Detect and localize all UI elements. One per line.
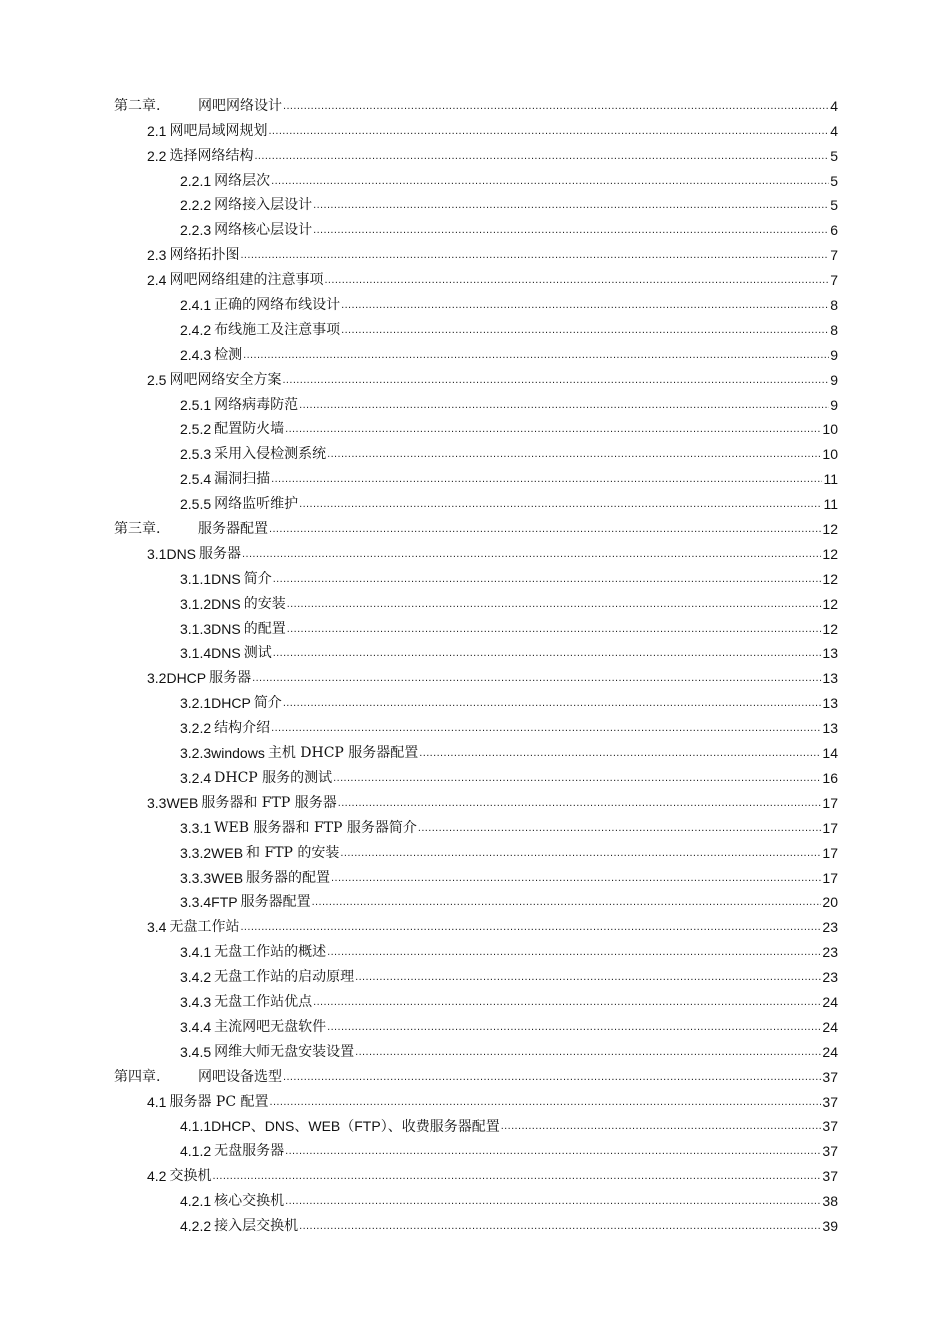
toc-entry-page: 9 <box>830 371 838 388</box>
toc-entry-title: 配置防火墙 <box>214 421 285 438</box>
toc-dot-leader <box>313 196 829 214</box>
toc-entry-page: 12 <box>822 570 838 587</box>
toc-dot-leader <box>327 943 821 961</box>
toc-dot-leader <box>240 246 829 264</box>
toc-entry-title: 简介 <box>253 695 282 712</box>
toc-entry-number: 3.2.1DHCP <box>180 695 251 712</box>
toc-entry-page: 5 <box>830 147 838 164</box>
toc-entry-number: 3.3.4FTP <box>180 894 238 911</box>
toc-entry-title: 网吧网络组建的注意事项 <box>169 272 324 289</box>
toc-entry-page: 17 <box>822 819 838 836</box>
toc-entry[interactable] <box>114 787 838 812</box>
toc-entry-number: 第四章. <box>114 1068 161 1085</box>
toc-entry-title: 网吧网络设计 <box>198 97 282 114</box>
toc-entry-number: 第三章. <box>114 521 161 538</box>
toc-entry-title: 核心交换机 <box>214 1193 285 1210</box>
toc-entry[interactable] <box>114 90 838 115</box>
toc-entry[interactable] <box>114 588 838 613</box>
toc-entry-page: 37 <box>822 1093 838 1110</box>
toc-dot-leader <box>252 669 821 687</box>
toc-entry-page: 37 <box>822 1118 838 1135</box>
toc-dot-leader <box>254 147 829 165</box>
toc-entry-title: 网络拓扑图 <box>169 247 240 264</box>
toc-dot-leader <box>340 844 821 862</box>
toc-entry-number: 3.3WEB <box>147 794 199 811</box>
toc-entry[interactable] <box>114 414 838 439</box>
toc-entry[interactable] <box>114 364 838 389</box>
toc-entry-number: 2.4 <box>147 272 167 289</box>
toc-dot-leader <box>299 396 829 414</box>
toc-dot-leader <box>501 1117 822 1135</box>
toc-entry-page: 12 <box>822 620 838 637</box>
toc-entry-page: 20 <box>822 894 838 911</box>
toc-entry[interactable] <box>114 812 838 837</box>
toc-entry[interactable] <box>114 563 838 588</box>
toc-entry-page: 10 <box>822 446 838 463</box>
toc-dot-leader <box>283 1068 821 1086</box>
toc-dot-leader <box>418 819 822 837</box>
toc-entry-title: 无盘服务器 <box>214 1143 285 1160</box>
toc-entry-page: 37 <box>822 1168 838 1185</box>
toc-entry-page: 9 <box>830 346 838 363</box>
toc-entry-title: 无盘工作站优点 <box>214 993 313 1010</box>
toc-entry-number: 2.5 <box>147 371 167 388</box>
toc-dot-leader <box>355 968 821 986</box>
toc-entry-number: 4.1.2 <box>180 1143 212 1160</box>
toc-entry-title: 布线施工及注意事项 <box>214 321 341 338</box>
toc-entry-number: 2.2.2 <box>180 197 212 214</box>
toc-dot-leader <box>268 122 829 140</box>
toc-entry-number: 3.4.2 <box>180 969 212 986</box>
toc-entry-number: 3.3.2WEB <box>180 844 244 861</box>
toc-entry[interactable] <box>114 214 838 239</box>
toc-entry-number: 3.3.1 <box>180 819 212 836</box>
toc-entry[interactable] <box>114 936 838 961</box>
toc-entry-title: 服务器的配置 <box>246 869 331 886</box>
toc-entry[interactable] <box>114 712 838 737</box>
toc-entry-page: 4 <box>830 122 838 139</box>
toc-entry-page: 10 <box>822 421 838 438</box>
toc-entry-title: 选择网络结构 <box>169 147 254 164</box>
toc-entry-number: 2.1 <box>147 122 167 139</box>
toc-entry[interactable] <box>114 513 838 538</box>
toc-entry[interactable] <box>114 837 838 862</box>
toc-entry-page: 9 <box>830 396 838 413</box>
toc-dot-leader <box>283 97 829 115</box>
toc-entry-number: 2.2 <box>147 147 167 164</box>
toc-entry-page: 37 <box>822 1143 838 1160</box>
toc-entry[interactable] <box>114 438 838 463</box>
toc-entry[interactable] <box>114 463 838 488</box>
toc-entry[interactable] <box>114 314 838 339</box>
toc-entry[interactable] <box>114 1011 838 1036</box>
toc-entry-page: 4 <box>830 97 838 114</box>
toc-entry-number: 2.5.2 <box>180 421 212 438</box>
toc-entry-title: 服务器配置 <box>240 894 311 911</box>
toc-entry-number: 2.3 <box>147 247 167 264</box>
toc-dot-leader <box>273 644 822 662</box>
toc-entry-title: 无盘工作站 <box>169 919 240 936</box>
toc-entry-page: 14 <box>822 745 838 762</box>
toc-entry-number: 2.5.1 <box>180 396 212 413</box>
toc-entry-title: 网吧网络安全方案 <box>169 371 282 388</box>
toc-entry[interactable] <box>114 1036 838 1061</box>
toc-entry[interactable] <box>114 1160 838 1185</box>
toc-dot-leader <box>419 744 821 762</box>
toc-entry-number: 第二章. <box>114 97 161 114</box>
toc-entry-number: 3.1.4DNS <box>180 645 241 662</box>
toc-entry[interactable] <box>114 140 838 165</box>
toc-entry[interactable] <box>114 1061 838 1086</box>
toc-entry[interactable] <box>114 1185 838 1210</box>
toc-entry-number: 3.3.3WEB <box>180 869 244 886</box>
toc-dot-leader <box>285 420 821 438</box>
toc-dot-leader <box>313 221 829 239</box>
toc-entry-number: 4.2 <box>147 1168 167 1185</box>
toc-dot-leader <box>285 1192 821 1210</box>
toc-entry-title: 正确的网络布线设计 <box>214 297 341 314</box>
toc-dot-leader <box>282 371 829 389</box>
toc-entry-number: 4.1.1DHCP、DNS、WEB（FTP）、收费服务器配置 <box>180 1118 500 1135</box>
toc-entry-number: 2.4.3 <box>180 346 212 363</box>
toc-entry-page: 17 <box>822 869 838 886</box>
toc-entry-page: 12 <box>822 545 838 562</box>
toc-entry-title: 网络核心层设计 <box>214 222 313 239</box>
toc-entry-page: 23 <box>822 944 838 961</box>
toc-dot-leader <box>271 719 821 737</box>
toc-dot-leader <box>212 1167 821 1185</box>
toc-entry-title: 采用入侵检测系统 <box>214 446 327 463</box>
toc-entry[interactable] <box>114 1086 838 1111</box>
toc-entry-number: 4.1 <box>147 1093 167 1110</box>
toc-entry-number: 3.2.3windows <box>180 745 265 762</box>
toc-entry-number: 3.2DHCP <box>147 670 207 687</box>
toc-entry[interactable] <box>114 911 838 936</box>
toc-entry[interactable] <box>114 687 838 712</box>
toc-dot-leader <box>270 1093 822 1111</box>
toc-entry-title: 服务器配置 <box>198 521 268 538</box>
toc-entry[interactable] <box>114 986 838 1011</box>
toc-entry[interactable] <box>114 239 838 264</box>
toc-entry-page: 12 <box>822 521 838 538</box>
toc-entry-title: 服务器 <box>209 670 252 687</box>
toc-entry-title: 接入层交换机 <box>214 1217 299 1234</box>
toc-dot-leader <box>312 893 822 911</box>
toc-dot-leader <box>333 769 821 787</box>
toc-dot-leader <box>331 869 821 887</box>
toc-entry-title: 服务器 PC 配置 <box>169 1093 269 1110</box>
toc-entry-number: 3.4.5 <box>180 1043 212 1060</box>
toc-dot-leader <box>341 296 829 314</box>
toc-entry-number: 2.4.1 <box>180 297 212 314</box>
toc-entry-page: 24 <box>822 993 838 1010</box>
toc-entry-page: 23 <box>822 969 838 986</box>
toc-entry-title: 的配置 <box>243 620 286 637</box>
toc-dot-leader <box>313 993 821 1011</box>
toc-entry-number: 3.1.2DNS <box>180 595 241 612</box>
toc-dot-leader <box>242 545 821 563</box>
toc-entry[interactable] <box>114 737 838 762</box>
toc-entry-page: 6 <box>830 222 838 239</box>
toc-entry-page: 13 <box>822 720 838 737</box>
toc-entry-page: 5 <box>830 172 838 189</box>
toc-entry-page: 24 <box>822 1043 838 1060</box>
toc-entry-title: 无盘工作站的启动原理 <box>214 969 355 986</box>
toc-entry-number: 3.1DNS <box>147 545 197 562</box>
toc-entry[interactable] <box>114 289 838 314</box>
toc-entry-title: 交换机 <box>169 1168 212 1185</box>
toc-entry-title: 网吧设备选型 <box>198 1068 282 1085</box>
toc-entry[interactable] <box>114 862 838 887</box>
toc-entry-number: 3.4.3 <box>180 993 212 1010</box>
toc-entry-page: 7 <box>830 247 838 264</box>
toc-entry-title: 服务器和 FTP 服务器 <box>201 794 337 811</box>
toc-dot-leader <box>273 570 822 588</box>
toc-entry-page: 8 <box>830 321 838 338</box>
toc-entry-number: 2.4.2 <box>180 321 212 338</box>
toc-dot-leader <box>285 1142 821 1160</box>
toc-dot-leader <box>327 1018 821 1036</box>
toc-dot-leader <box>355 1043 821 1061</box>
toc-dot-leader <box>240 918 821 936</box>
toc-entry-number: 3.1.1DNS <box>180 570 241 587</box>
toc-entry-number: 3.4.1 <box>180 944 212 961</box>
toc-entry[interactable] <box>114 662 838 687</box>
toc-dot-leader <box>287 595 822 613</box>
toc-entry-page: 39 <box>822 1217 838 1234</box>
toc-entry[interactable] <box>114 339 838 364</box>
toc-entry-page: 38 <box>822 1193 838 1210</box>
toc-entry[interactable] <box>114 961 838 986</box>
toc-entry-title: 网维大师无盘安装设置 <box>214 1043 355 1060</box>
toc-entry[interactable] <box>114 115 838 140</box>
toc-entry[interactable] <box>114 389 838 414</box>
toc-entry-number: 4.2.1 <box>180 1193 212 1210</box>
toc-entry-page: 11 <box>823 496 838 513</box>
toc-dot-leader <box>299 495 822 513</box>
toc-dot-leader <box>341 321 829 339</box>
toc-dot-leader <box>271 470 822 488</box>
toc-entry-page: 7 <box>830 272 838 289</box>
toc-entry-title: 网吧局域网规划 <box>169 122 268 139</box>
toc-dot-leader <box>243 346 829 364</box>
toc-entry-number: 2.2.1 <box>180 172 212 189</box>
toc-entry-number: 3.1.3DNS <box>180 620 241 637</box>
toc-dot-leader <box>338 794 822 812</box>
toc-entry-number: 2.2.3 <box>180 222 212 239</box>
toc-entry-title: 网络监听维护 <box>214 496 299 513</box>
toc-entry-page: 23 <box>822 919 838 936</box>
toc-entry-page: 13 <box>822 645 838 662</box>
toc-entry[interactable] <box>114 1111 838 1136</box>
toc-entry[interactable] <box>114 762 838 787</box>
toc-dot-leader <box>269 520 821 538</box>
toc-dot-leader <box>287 620 822 638</box>
toc-entry[interactable] <box>114 613 838 638</box>
toc-entry[interactable] <box>114 887 838 912</box>
toc-entry[interactable] <box>114 165 838 190</box>
toc-entry-title: 网络层次 <box>214 172 271 189</box>
toc-entry-title: 测试 <box>243 645 272 662</box>
toc-entry-number: 2.5.4 <box>180 471 212 488</box>
toc-entry-title: 的安装 <box>243 595 286 612</box>
toc-entry-number: 2.5.3 <box>180 446 212 463</box>
toc-entry-title: 结构介绍 <box>214 720 271 737</box>
toc-dot-leader <box>271 172 829 190</box>
toc-entry-number: 3.2.4 <box>180 769 212 786</box>
toc-entry-number: 3.2.2 <box>180 720 212 737</box>
toc-dot-leader <box>299 1217 821 1235</box>
toc-entry[interactable] <box>114 538 838 563</box>
toc-entry-page: 12 <box>822 595 838 612</box>
toc-entry-title: 漏洞扫描 <box>214 471 271 488</box>
toc-entry-title: 网络接入层设计 <box>214 197 313 214</box>
toc-entry-page: 11 <box>823 471 838 488</box>
toc-entry-title: WEB 服务器和 FTP 服务器简介 <box>214 819 417 836</box>
toc-entry-number: 3.4.4 <box>180 1018 212 1035</box>
toc-entry-page: 17 <box>822 794 838 811</box>
toc-entry-page: 24 <box>822 1018 838 1035</box>
toc-entry-title: 主流网吧无盘软件 <box>214 1018 327 1035</box>
toc-entry-number: 2.5.5 <box>180 496 212 513</box>
toc-entry-page: 17 <box>822 844 838 861</box>
toc-entry-page: 5 <box>830 197 838 214</box>
toc-entry[interactable] <box>114 638 838 663</box>
toc-entry-title: 简介 <box>243 570 272 587</box>
toc-entry-number: 3.4 <box>147 919 167 936</box>
toc-entry-title: 网络病毒防范 <box>214 396 299 413</box>
toc-entry-title: 和 FTP 的安装 <box>246 844 340 861</box>
toc-entry-title: DHCP 服务的测试 <box>214 769 333 786</box>
toc-entry-page: 13 <box>822 670 838 687</box>
toc-entry[interactable] <box>114 1210 838 1235</box>
toc-entry-page: 16 <box>822 769 838 786</box>
toc-entry[interactable] <box>114 1135 838 1160</box>
table-of-contents <box>114 90 838 1235</box>
toc-entry-title: 主机 DHCP 服务器配置 <box>267 745 419 762</box>
toc-entry-title: 无盘工作站的概述 <box>214 944 327 961</box>
toc-dot-leader <box>283 694 822 712</box>
toc-entry-page: 8 <box>830 297 838 314</box>
toc-entry[interactable] <box>114 264 838 289</box>
toc-entry-title: 服务器 <box>199 545 242 562</box>
toc-entry-page: 13 <box>822 695 838 712</box>
toc-dot-leader <box>324 271 829 289</box>
toc-entry-title: 检测 <box>214 346 243 363</box>
toc-entry[interactable] <box>114 190 838 215</box>
toc-entry[interactable] <box>114 488 838 513</box>
toc-entry-number: 4.2.2 <box>180 1217 212 1234</box>
toc-dot-leader <box>327 445 821 463</box>
toc-entry-page: 37 <box>822 1068 838 1085</box>
